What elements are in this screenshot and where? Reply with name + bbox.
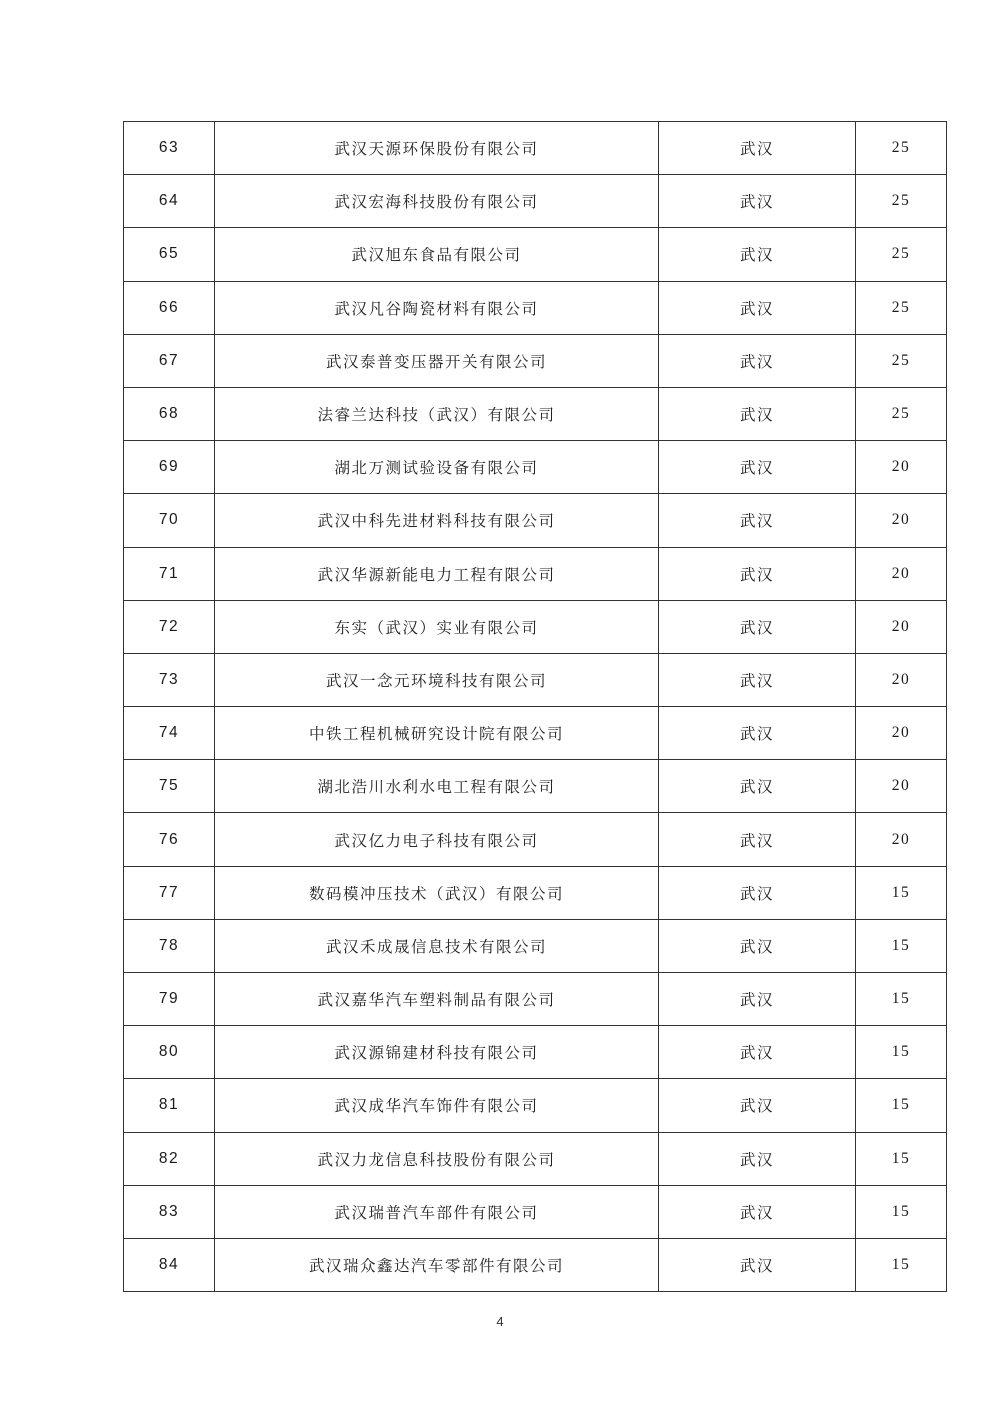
table-row — [124, 547, 947, 600]
company-name-cell: 武汉中科先进材料科技有限公司 — [215, 494, 659, 547]
company-name-cell: 数码模冲压技术（武汉）有限公司 — [215, 866, 659, 919]
row-number-cell: 76 — [124, 813, 215, 866]
row-number-cell: 68 — [124, 387, 215, 440]
table-row — [124, 175, 947, 228]
row-number-cell: 79 — [124, 973, 215, 1026]
row-number-cell: 72 — [124, 600, 215, 653]
score-cell: 15 — [856, 919, 947, 972]
table-row — [124, 281, 947, 334]
city-cell: 武汉 — [659, 1026, 856, 1079]
score-cell: 20 — [856, 441, 947, 494]
city-cell: 武汉 — [659, 813, 856, 866]
table-row — [124, 1079, 947, 1132]
city-cell: 武汉 — [659, 1238, 856, 1291]
table-body — [124, 122, 947, 1292]
table-row — [124, 1185, 947, 1238]
company-name-cell: 武汉瑞普汽车部件有限公司 — [215, 1185, 659, 1238]
row-number-cell: 78 — [124, 919, 215, 972]
company-name-cell: 中铁工程机械研究设计院有限公司 — [215, 707, 659, 760]
table-row — [124, 1132, 947, 1185]
city-cell: 武汉 — [659, 441, 856, 494]
city-cell: 武汉 — [659, 334, 856, 387]
city-cell: 武汉 — [659, 547, 856, 600]
table-row — [124, 973, 947, 1026]
table-row — [124, 1026, 947, 1079]
score-cell: 15 — [856, 1079, 947, 1132]
table-row — [124, 653, 947, 706]
city-cell: 武汉 — [659, 973, 856, 1026]
score-cell: 15 — [856, 866, 947, 919]
company-name-cell: 武汉力龙信息科技股份有限公司 — [215, 1132, 659, 1185]
score-cell: 25 — [856, 228, 947, 281]
score-cell: 20 — [856, 760, 947, 813]
row-number-cell: 70 — [124, 494, 215, 547]
table-row — [124, 228, 947, 281]
company-name-cell: 武汉一念元环境科技有限公司 — [215, 653, 659, 706]
table-row — [124, 866, 947, 919]
company-list-table — [123, 121, 947, 1292]
company-name-cell: 东实（武汉）实业有限公司 — [215, 600, 659, 653]
city-cell: 武汉 — [659, 600, 856, 653]
city-cell: 武汉 — [659, 494, 856, 547]
score-cell: 15 — [856, 1238, 947, 1291]
table-row — [124, 494, 947, 547]
table-row — [124, 707, 947, 760]
table-row — [124, 760, 947, 813]
table-row — [124, 334, 947, 387]
row-number-cell: 66 — [124, 281, 215, 334]
row-number-cell: 67 — [124, 334, 215, 387]
company-name-cell: 武汉嘉华汽车塑料制品有限公司 — [215, 973, 659, 1026]
score-cell: 25 — [856, 387, 947, 440]
score-cell: 20 — [856, 707, 947, 760]
city-cell: 武汉 — [659, 1132, 856, 1185]
row-number-cell: 63 — [124, 122, 215, 175]
score-cell: 20 — [856, 653, 947, 706]
city-cell: 武汉 — [659, 387, 856, 440]
score-cell: 20 — [856, 813, 947, 866]
row-number-cell: 75 — [124, 760, 215, 813]
city-cell: 武汉 — [659, 866, 856, 919]
row-number-cell: 77 — [124, 866, 215, 919]
table-row — [124, 441, 947, 494]
score-cell: 15 — [856, 973, 947, 1026]
city-cell: 武汉 — [659, 175, 856, 228]
city-cell: 武汉 — [659, 1185, 856, 1238]
company-name-cell: 武汉亿力电子科技有限公司 — [215, 813, 659, 866]
row-number-cell: 82 — [124, 1132, 215, 1185]
city-cell: 武汉 — [659, 228, 856, 281]
score-cell: 25 — [856, 175, 947, 228]
company-name-cell: 湖北万测试验设备有限公司 — [215, 441, 659, 494]
company-name-cell: 武汉天源环保股份有限公司 — [215, 122, 659, 175]
page-number: 4 — [496, 1314, 504, 1329]
row-number-cell: 69 — [124, 441, 215, 494]
company-name-cell: 武汉凡谷陶瓷材料有限公司 — [215, 281, 659, 334]
score-cell: 20 — [856, 547, 947, 600]
city-cell: 武汉 — [659, 707, 856, 760]
company-name-cell: 武汉泰普变压器开关有限公司 — [215, 334, 659, 387]
company-name-cell: 武汉华源新能电力工程有限公司 — [215, 547, 659, 600]
row-number-cell: 74 — [124, 707, 215, 760]
row-number-cell: 65 — [124, 228, 215, 281]
score-cell: 25 — [856, 281, 947, 334]
table-row — [124, 813, 947, 866]
score-cell: 20 — [856, 494, 947, 547]
row-number-cell: 71 — [124, 547, 215, 600]
table-row — [124, 387, 947, 440]
score-cell: 25 — [856, 334, 947, 387]
company-name-cell: 武汉旭东食品有限公司 — [215, 228, 659, 281]
company-name-cell: 武汉宏海科技股份有限公司 — [215, 175, 659, 228]
company-name-cell: 武汉禾成晟信息技术有限公司 — [215, 919, 659, 972]
city-cell: 武汉 — [659, 122, 856, 175]
row-number-cell: 83 — [124, 1185, 215, 1238]
city-cell: 武汉 — [659, 653, 856, 706]
city-cell: 武汉 — [659, 281, 856, 334]
city-cell: 武汉 — [659, 919, 856, 972]
company-name-cell: 湖北浩川水利水电工程有限公司 — [215, 760, 659, 813]
row-number-cell: 84 — [124, 1238, 215, 1291]
table-row — [124, 122, 947, 175]
row-number-cell: 64 — [124, 175, 215, 228]
row-number-cell: 73 — [124, 653, 215, 706]
company-name-cell: 法睿兰达科技（武汉）有限公司 — [215, 387, 659, 440]
score-cell: 15 — [856, 1132, 947, 1185]
city-cell: 武汉 — [659, 1079, 856, 1132]
city-cell: 武汉 — [659, 760, 856, 813]
score-cell: 15 — [856, 1185, 947, 1238]
score-cell: 25 — [856, 122, 947, 175]
score-cell: 15 — [856, 1026, 947, 1079]
table-row — [124, 600, 947, 653]
row-number-cell: 81 — [124, 1079, 215, 1132]
company-name-cell: 武汉瑞众鑫达汽车零部件有限公司 — [215, 1238, 659, 1291]
row-number-cell: 80 — [124, 1026, 215, 1079]
score-cell: 20 — [856, 600, 947, 653]
company-name-cell: 武汉源锦建材科技有限公司 — [215, 1026, 659, 1079]
table-row — [124, 919, 947, 972]
company-name-cell: 武汉成华汽车饰件有限公司 — [215, 1079, 659, 1132]
table-row — [124, 1238, 947, 1291]
